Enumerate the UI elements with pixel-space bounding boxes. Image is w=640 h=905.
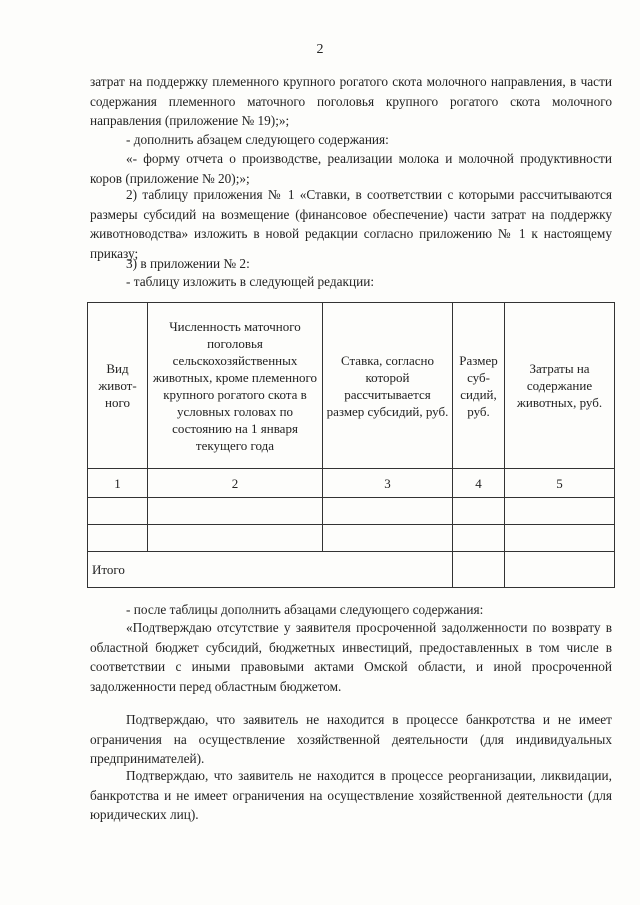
header-animal-type: Вид живот-ного: [88, 303, 148, 469]
header-livestock-count: Численность маточного поголовья сельскохозяйственных животных, кроме племенного крупного рогатого скота в условных головах по состоянию на 1 января текущего года: [148, 303, 323, 469]
paragraph-8: «Подтверждаю отсутствие у заявителя просроченной задолженности по возврату в областной бюджет субсидий, бюджетных инвестиций, предоставленных в том числе в соответствии с иными правовыми актами Омской области, и иной просроченной задолженности перед областным бюджетом.: [90, 620, 612, 694]
table-numbers-row: [88, 469, 615, 498]
column-number: 2: [148, 469, 323, 498]
subsidy-table: [87, 302, 615, 588]
table-row: [88, 498, 615, 525]
paragraph-4: 2) таблицу приложения № 1 «Ставки, в соответствии с которыми рассчитываются размеры субсидий на возмещение (финансовое обеспечение) части затрат на поддержку животноводства» изложить в новой редакции согласно приложению № 1 к настоящему приказу;: [90, 187, 612, 261]
paragraph-9: Подтверждаю, что заявитель не находится в процессе банкротства и не имеет ограничения на осуществление хозяйственной деятельности (для индивидуальных предпринимателей).: [90, 712, 612, 766]
header-rate: Ставка, согласно которой рассчитывается размер субсидий, руб.: [323, 303, 453, 469]
column-number: 5: [505, 469, 615, 498]
total-label: Итого: [88, 552, 453, 588]
column-number: 1: [88, 469, 148, 498]
table-header-row: [88, 303, 615, 469]
header-costs: Затраты на содержание животных, руб.: [505, 303, 615, 469]
paragraph-2: - дополнить абзацем следующего содержания:: [126, 132, 389, 147]
paragraph-3: «- форму отчета о производстве, реализации молока и молочной продуктивности коров (приложение № 20);»;: [90, 151, 612, 186]
column-number: 4: [453, 469, 505, 498]
paragraph-1: затрат на поддержку племенного крупного рогатого скота молочного направления, в части содержания племенного маточного поголовья крупного рогатого скота молочного направления (приложение № 19);»;: [90, 74, 612, 128]
page-number: 2: [316, 42, 324, 57]
table-row: [88, 525, 615, 552]
paragraph-10: Подтверждаю, что заявитель не находится в процессе реорганизации, ликвидации, банкротства и не имеет ограничения на осуществление хозяйственной деятельности (для юридических лиц).: [90, 768, 612, 822]
header-subsidy-size: Размер суб-сидий, руб.: [453, 303, 505, 469]
table-total-row: [88, 552, 615, 588]
paragraph-5: 3) в приложении № 2:: [126, 256, 250, 271]
paragraph-6: - таблицу изложить в следующей редакции:: [126, 274, 375, 289]
paragraph-7: - после таблицы дополнить абзацами следующего содержания:: [126, 602, 484, 617]
column-number: 3: [323, 469, 453, 498]
